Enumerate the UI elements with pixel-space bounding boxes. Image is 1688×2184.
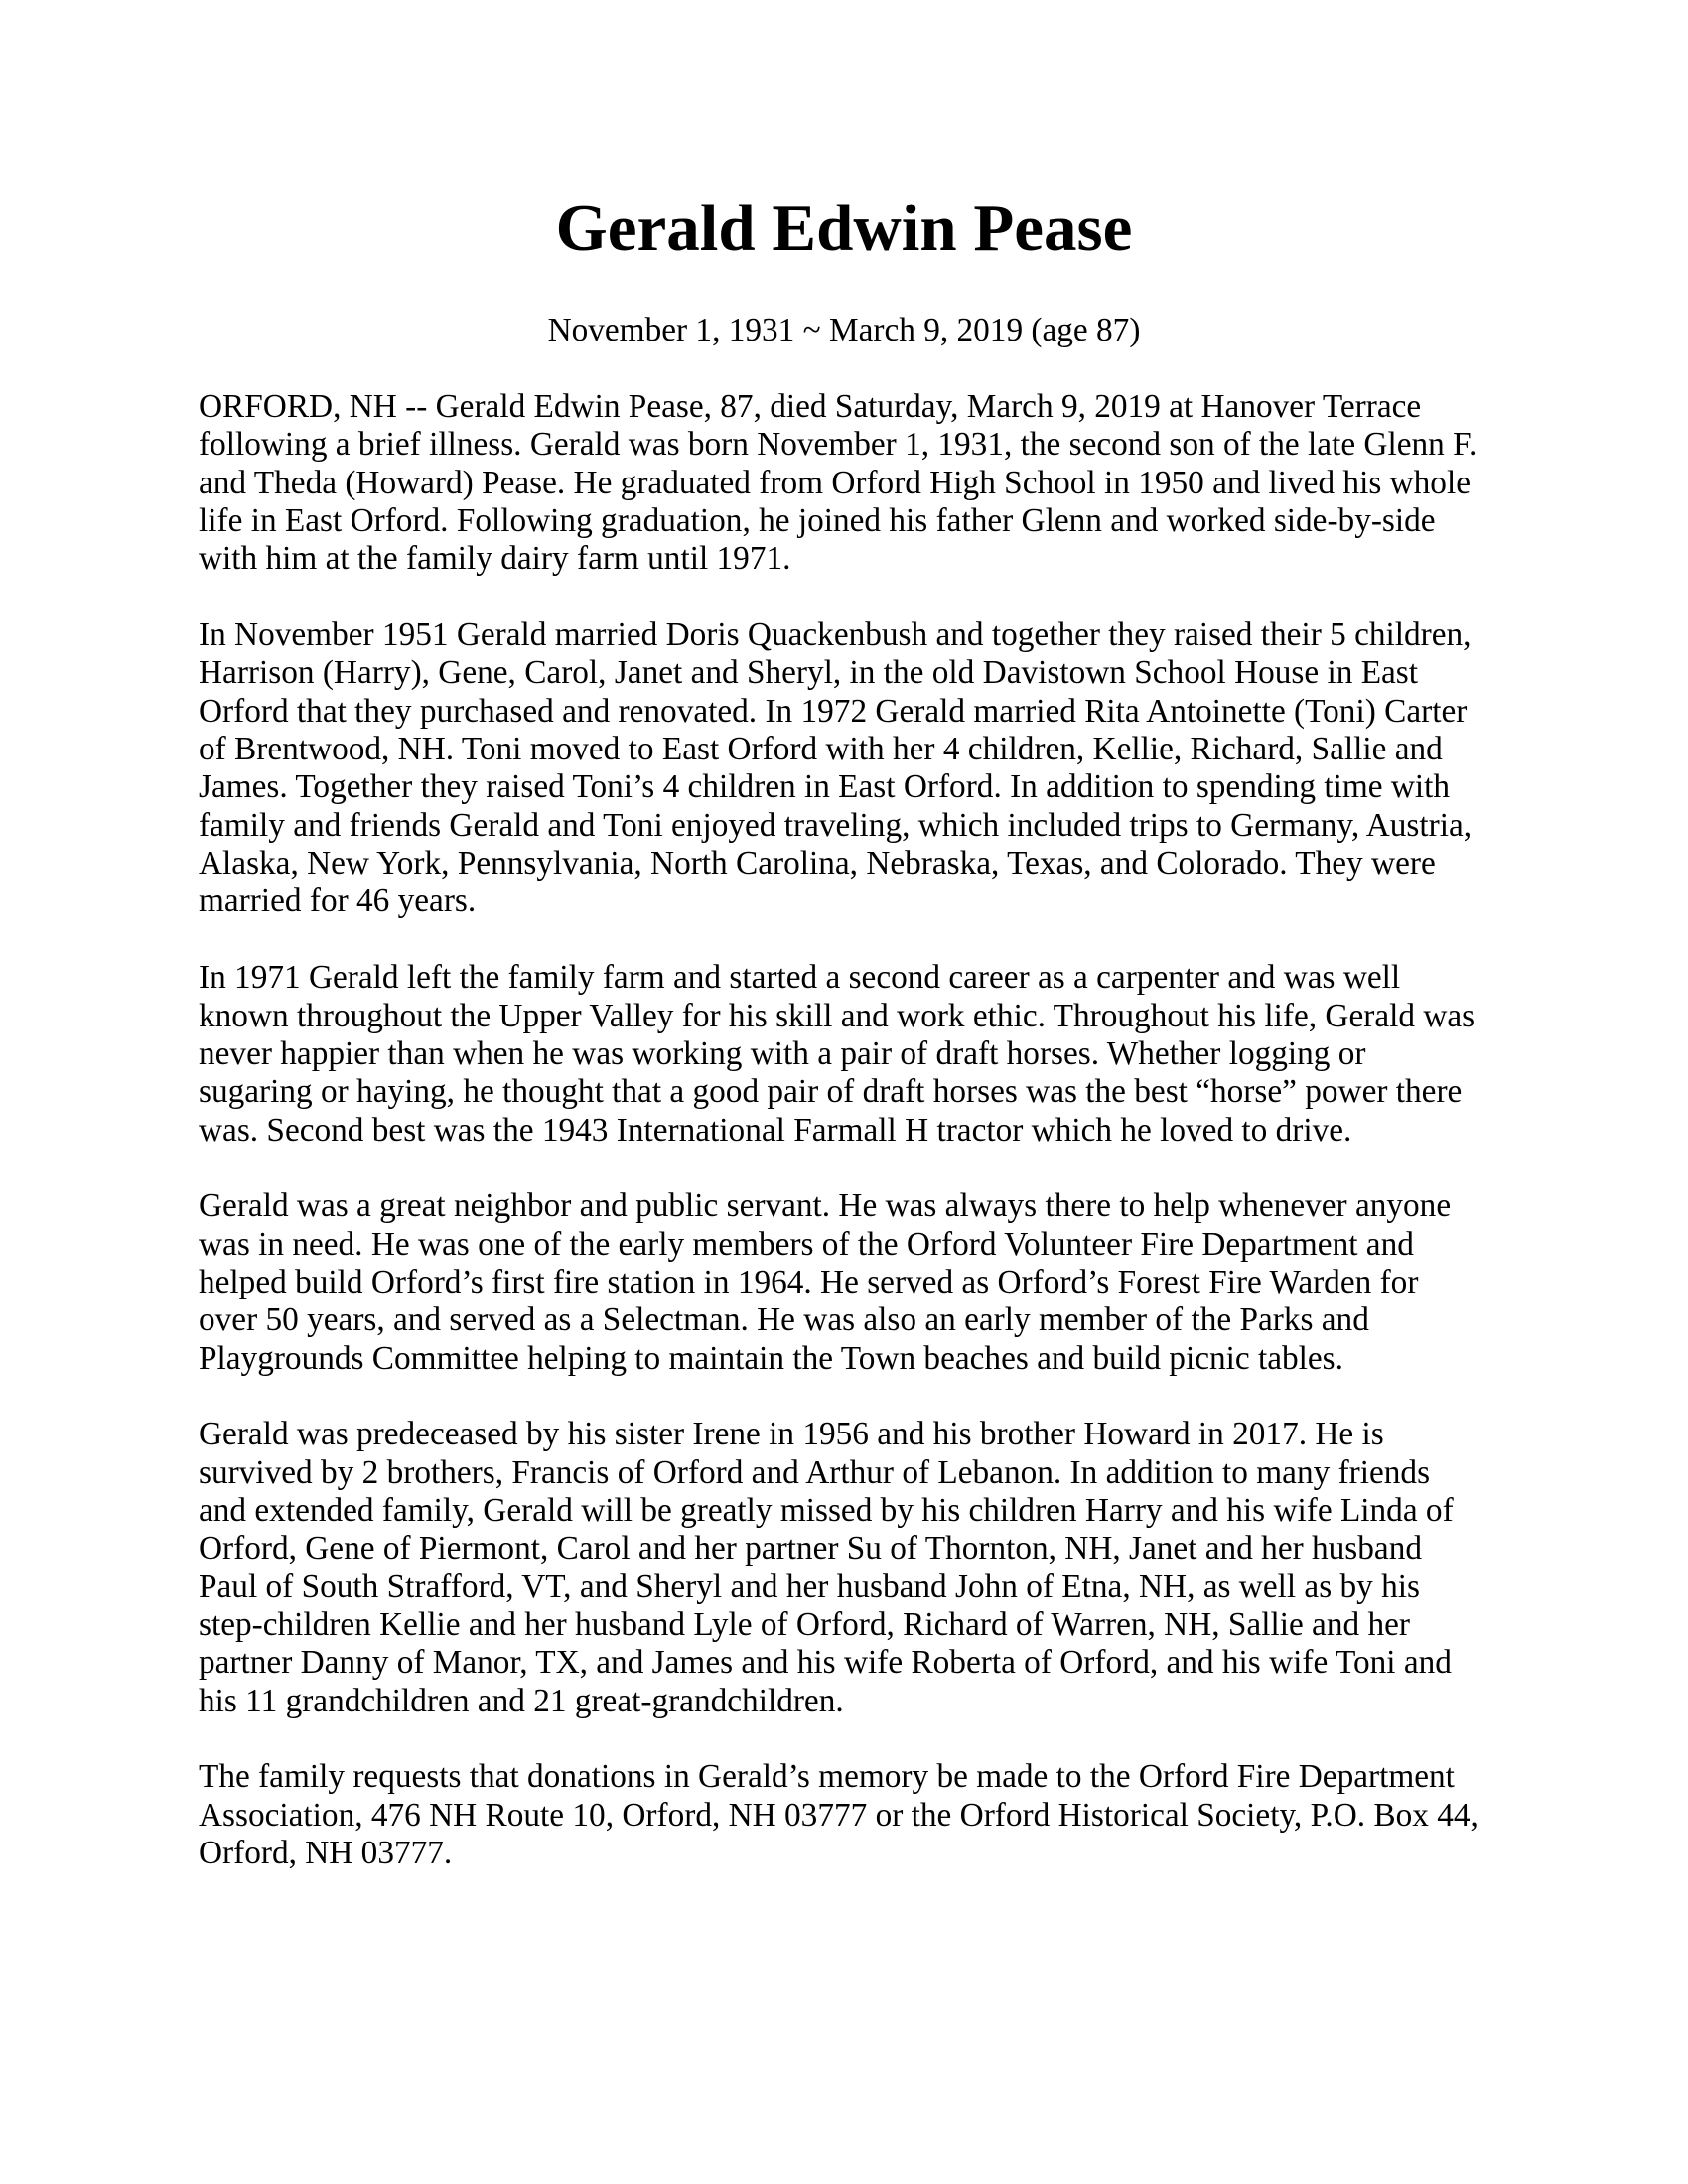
- text-line: known throughout the Upper Valley for his skill and work ethic. Throughout his life, Gerald was: [199, 997, 1476, 1034]
- paragraph: [199, 1758, 1509, 1872]
- text-line: Playgrounds Committee helping to maintain the Town beaches and build picnic tables.: [199, 1339, 1343, 1377]
- text-line: Gerald was a great neighbor and public servant. He was always there to help whenever anyone: [199, 1187, 1452, 1225]
- text-line: was. Second best was the 1943 International Farmall H tractor which he loved to drive.: [199, 1111, 1352, 1149]
- text-line: Orford, Gene of Piermont, Carol and her partner Su of Thornton, NH, Janet and her husband: [199, 1530, 1422, 1568]
- text-line: Orford, NH 03777.: [199, 1835, 453, 1872]
- text-line: and extended family, Gerald will be greatly missed by his children Harry and his wife Linda of: [199, 1491, 1454, 1529]
- text-line: Association, 476 NH Route 10, Orford, NH 03777 or the Orford Historical Society, P.O. Box 44,: [199, 1796, 1478, 1834]
- life-dates: November 1, 1931 ~ March 9, 2019 (age 87): [547, 312, 1141, 348]
- obituary-body: [199, 388, 1509, 1911]
- text-line: family and friends Gerald and Toni enjoyed traveling, which included trips to Germany, Austria,: [199, 806, 1473, 844]
- text-line: Harrison (Harry), Gene, Carol, Janet and Sheryl, in the old Davistown School House in East: [199, 654, 1419, 692]
- text-line: partner Danny of Manor, TX, and James and his wife Roberta of Orford, and his wife Toni and: [199, 1644, 1452, 1682]
- paragraph: [199, 959, 1509, 1150]
- paragraph: [199, 388, 1509, 579]
- paragraph: [199, 616, 1509, 921]
- paragraph: [199, 1187, 1509, 1378]
- text-line: In November 1951 Gerald married Doris Quackenbush and together they raised their 5 children,: [199, 616, 1472, 654]
- text-line: was in need. He was one of the early members of the Orford Volunteer Fire Department and: [199, 1225, 1414, 1263]
- text-line: married for 46 years.: [199, 883, 477, 920]
- text-line: Paul of South Strafford, VT, and Sheryl and her husband John of Etna, NH, as well as by his: [199, 1568, 1420, 1605]
- text-line: his 11 grandchildren and 21 great-grandchildren.: [199, 1682, 844, 1719]
- text-line: step-children Kellie and her husband Lyle of Orford, Richard of Warren, NH, Sallie and her: [199, 1606, 1410, 1643]
- text-line: over 50 years, and served as a Selectman. He was also an early member of the Parks and: [199, 1301, 1369, 1339]
- text-line: of Brentwood, NH. Toni moved to East Orford with her 4 children, Kellie, Richard, Sallie and: [199, 731, 1443, 768]
- text-line: ORFORD, NH -- Gerald Edwin Pease, 87, died Saturday, March 9, 2019 at Hanover Terrace: [199, 388, 1422, 425]
- text-line: life in East Orford. Following graduation, he joined his father Glenn and worked side-by-side: [199, 502, 1436, 540]
- text-line: The family requests that donations in Gerald’s memory be made to the Orford Fire Department: [199, 1758, 1455, 1796]
- page-title: Gerald Edwin Pease: [555, 192, 1133, 265]
- text-line: with him at the family dairy farm until 1971.: [199, 540, 791, 578]
- text-line: sugaring or haying, he thought that a good pair of draft horses was the best “horse” power there: [199, 1073, 1463, 1111]
- text-line: Alaska, New York, Pennsylvania, North Carolina, Nebraska, Texas, and Colorado. They were: [199, 845, 1436, 883]
- text-line: survived by 2 brothers, Francis of Orford and Arthur of Lebanon. In addition to many friends: [199, 1453, 1431, 1491]
- text-line: In 1971 Gerald left the family farm and started a second career as a carpenter and was well: [199, 959, 1401, 997]
- text-line: Orford that they purchased and renovated. In 1972 Gerald married Rita Antoinette (Toni) Carter: [199, 692, 1468, 730]
- text-line: never happier than when he was working with a pair of draft horses. Whether logging or: [199, 1034, 1366, 1072]
- text-line: following a brief illness. Gerald was born November 1, 1931, the second son of the late Glenn F.: [199, 426, 1477, 464]
- text-line: helped build Orford’s first fire station in 1964. He served as Orford’s Forest Fire Warden for: [199, 1263, 1419, 1300]
- text-line: Gerald was predeceased by his sister Irene in 1956 and his brother Howard in 2017. He is: [199, 1416, 1384, 1453]
- text-line: James. Together they raised Toni’s 4 children in East Orford. In addition to spending time with: [199, 768, 1451, 806]
- text-line: and Theda (Howard) Pease. He graduated from Orford High School in 1950 and lived his whole: [199, 464, 1471, 501]
- paragraph: [199, 1416, 1509, 1720]
